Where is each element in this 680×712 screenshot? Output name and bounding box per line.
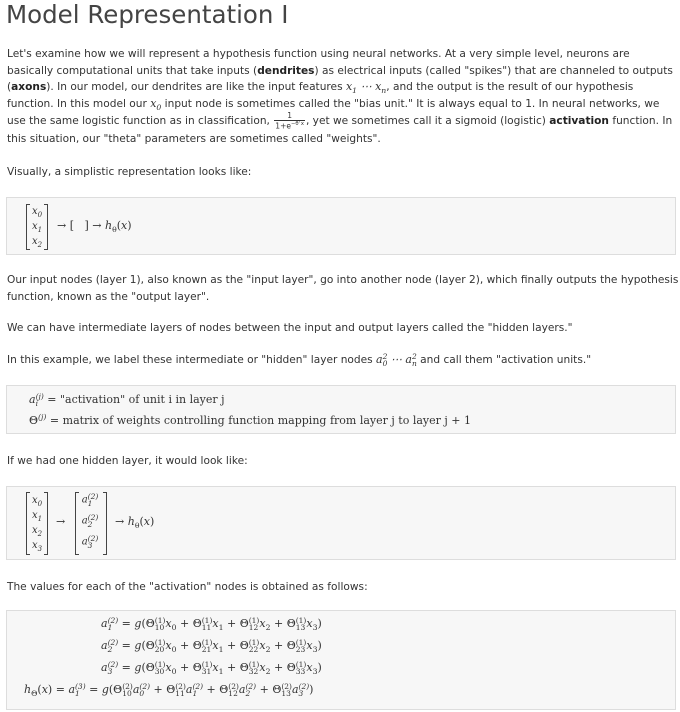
example-text-1: In this example, we label these intermediate or "hidden" layer nodes — [7, 354, 377, 366]
equation-a2: a (2) 2 = g(Θ (1) 20 $x_0 + \Theta$ (1) 21 $x_1 + \Theta$ (1) 22 $x_2 + \Theta$ (1) 23 $x_3$) — [101, 638, 322, 655]
dendrites-term: dendrites — [257, 64, 315, 77]
activation-definition-text: = "activation" of unit i in layer j — [47, 393, 225, 406]
activation-term: activation — [549, 115, 609, 128]
intro-text-4: , and the output is the result of our hypothesis function. In this model our — [7, 81, 634, 110]
hypothesis-output: → $h_\theta(x)$ — [115, 515, 155, 531]
intro-text-6: , yet we sometimes call it a sigmoid (logistic) — [305, 115, 550, 128]
values-text: The values for each of the "activation" nodes is obtained as follows: — [7, 581, 368, 593]
intro-paragraph — [7, 46, 679, 147]
hidden-a1: a (2) 1 — [81, 492, 99, 508]
one-hidden-text: If we had one hidden layer, it would look like: — [7, 455, 248, 467]
intro-text-2: ) as electrical inputs (called "spikes") that are channeled to outputs ( — [7, 64, 673, 94]
definitions-box — [6, 385, 676, 434]
equation-hypothesis: $h_\Theta(x) = a$ (3) 1 = g(Θ (2) 10 a (2) 0 + Θ (2) 11 a (2) 1 + Θ (2) 12 a (2) 2 + Θ (2) 13 a (2) 3 ) — [24, 682, 314, 699]
simple-diagram-box — [6, 197, 676, 255]
activation-range-math: a 2 0 ⋯ a 2 n — [376, 352, 417, 368]
example-text-2: and call them "activation units." — [416, 354, 592, 366]
input-x2: $x_2$ — [31, 236, 43, 249]
equations-box — [6, 610, 676, 710]
hidden-right-bracket — [103, 492, 107, 555]
intro-text-5: input node is sometimes called the "bias unit." It is always equal to 1. In neural networks, we use the same logistic function as in classification, — [7, 97, 660, 128]
arrow-1: → — [56, 515, 66, 528]
axons-term: axons — [11, 81, 47, 94]
example-paragraph — [7, 352, 679, 369]
theta-definition-text: = matrix of weights controlling function mapping from layer j to layer j + 1 — [49, 414, 471, 427]
logistic-fraction: $\frac{1}{1+e^{-\theta^Tx}}$ — [275, 111, 304, 131]
hidden-input-x3: $x_3$ — [31, 540, 43, 553]
hidden-input-x1: $x_1$ — [31, 510, 43, 523]
hidden-a2: a (2) 2 — [81, 513, 99, 529]
hidden-a3: a (2) 3 — [81, 534, 99, 550]
visual-text: Visually, a simplistic representation looks like: — [7, 166, 252, 178]
page-title: Model Representation I — [6, 0, 289, 29]
simple-arrow-node: → [ ] → $h_\theta(x)$ — [57, 219, 132, 235]
equation-a1: a (2) 1 = g(Θ (1) 10 $x_0 + \Theta$ (1) 11 $x_1 + \Theta$ (1) 12 $x_2 + \Theta$ (1) 13 $x_3$) — [101, 616, 322, 633]
hidden-input-x0: $x_0$ — [31, 495, 43, 508]
hidden-layers-paragraph: We can have intermediate layers of nodes between the input and output layers called the "hidden layers." — [7, 322, 573, 334]
intro-text-1: Let's examine how we will represent a hypothesis function using neural networks. At a very simple level, neurons are basically computational units that take inputs ( — [7, 48, 630, 77]
intro-text-7: function. In this situation, our "theta" parameters are sometimes called "weights". — [7, 115, 673, 145]
layers-paragraph: Our input nodes (layer 1), also known as the "input layer", go into another node (layer 2), which finally outputs the hypothesis function, known as the "output layer". — [7, 274, 679, 303]
activation-definition: a (j) i = "activation" of unit i in layer j — [29, 392, 225, 408]
equation-a3: a (2) 3 = g(Θ (1) 30 $x_0 + \Theta$ (1) 31 $x_1 + \Theta$ (1) 32 $x_2 + \Theta$ (1) 33 $x_3$) — [101, 660, 322, 677]
hidden-input-x2: $x_2$ — [31, 525, 43, 538]
hidden-diagram-box — [6, 486, 676, 560]
x0-math: $x_0$ — [150, 96, 162, 112]
input-x1: $x_1$ — [31, 221, 43, 234]
right-bracket — [44, 204, 48, 250]
theta-definition: $\Theta^{(j)}$ = matrix of weights controlling function mapping from layer j to layer j + 1 — [29, 412, 471, 427]
input-x0: $x_0$ — [31, 206, 43, 219]
input-right-bracket — [44, 492, 48, 555]
intro-text-3: ). In our model, our dendrites are like the input features — [46, 81, 346, 94]
features-math: $x_1$ ⋯ $x_n$ — [345, 80, 387, 96]
